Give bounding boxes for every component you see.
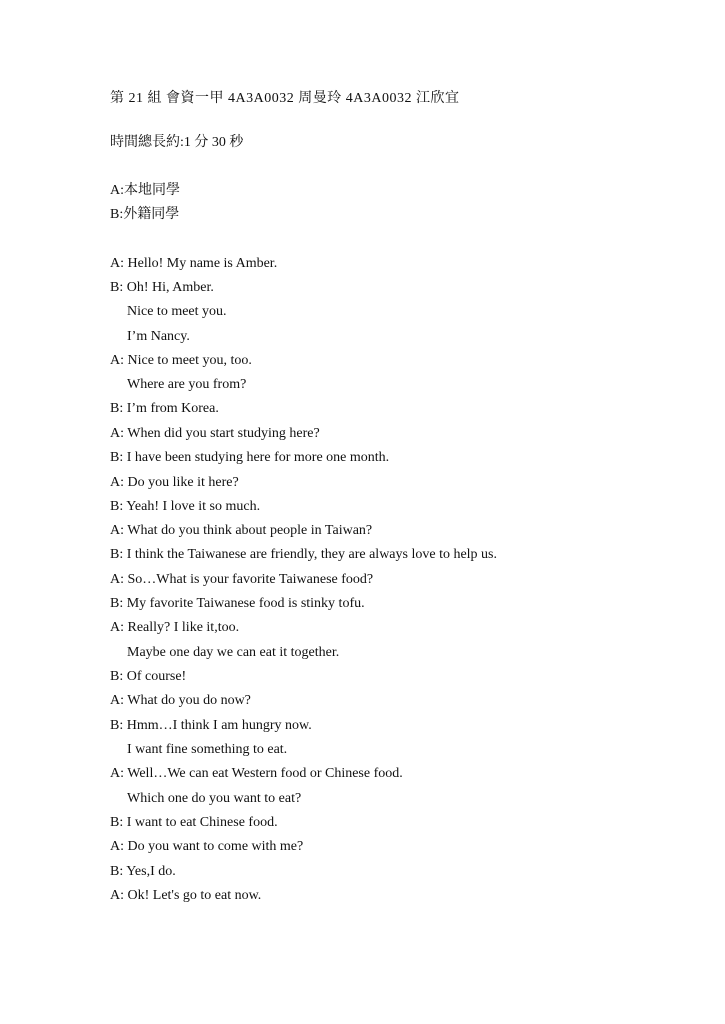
dialogue-line-8: A: When did you start studying here? (110, 426, 320, 441)
dialogue-line-3: Nice to meet you. (127, 304, 227, 319)
dialogue-line-11: B: Yeah! I love it so much. (110, 499, 261, 514)
dialogue-line-23: Which one do you want to eat? (127, 791, 302, 806)
dialogue-line-1: A: Hello! My name is Amber. (110, 256, 278, 271)
dialogue-line-4: I’m Nancy. (127, 329, 190, 344)
role-a-line: A:本地同學 (110, 183, 180, 198)
dialogue-line-9: B: I have been studying here for more one month. (110, 450, 390, 465)
document-title: 第 21 組 會資一甲 4A3A0032 周曼玲 4A3A0032 江欣宜 (110, 91, 460, 106)
dialogue-line-10: A: Do you like it here? (110, 475, 239, 490)
dialogue-line-24: B: I want to eat Chinese food. (110, 815, 278, 830)
dialogue-line-26: B: Yes,I do. (110, 864, 176, 879)
dialogue-line-13: B: I think the Taiwanese are friendly, they are always love to help us. (110, 547, 498, 562)
dialogue-line-15: B: My favorite Taiwanese food is stinky tofu. (110, 596, 365, 611)
dialogue-line-2: B: Oh! Hi, Amber. (110, 280, 214, 295)
dialogue-line-12: A: What do you think about people in Taiwan? (110, 523, 373, 538)
duration-line: 時間總長約:1 分 30 秒 (110, 135, 244, 150)
role-b-line: B:外籍同學 (110, 207, 180, 222)
dialogue-line-6: Where are you from? (127, 377, 247, 392)
dialogue-line-19: A: What do you do now? (110, 693, 251, 708)
dialogue-line-17: Maybe one day we can eat it together. (127, 645, 340, 660)
dialogue-line-18: B: Of course! (110, 669, 187, 684)
dialogue-line-7: B: I’m from Korea. (110, 401, 219, 416)
dialogue-line-21: I want fine something to eat. (127, 742, 288, 757)
dialogue-line-5: A: Nice to meet you, too. (110, 353, 252, 368)
dialogue-line-14: A: So…What is your favorite Taiwanese food? (110, 572, 374, 587)
dialogue-line-16: A: Really? I like it,too. (110, 620, 240, 635)
dialogue-line-22: A: Well…We can eat Western food or Chinese food. (110, 766, 403, 781)
dialogue-line-25: A: Do you want to come with me? (110, 839, 304, 854)
dialogue-line-20: B: Hmm…I think I am hungry now. (110, 718, 312, 733)
dialogue-line-27: A: Ok! Let's go to eat now. (110, 888, 262, 903)
